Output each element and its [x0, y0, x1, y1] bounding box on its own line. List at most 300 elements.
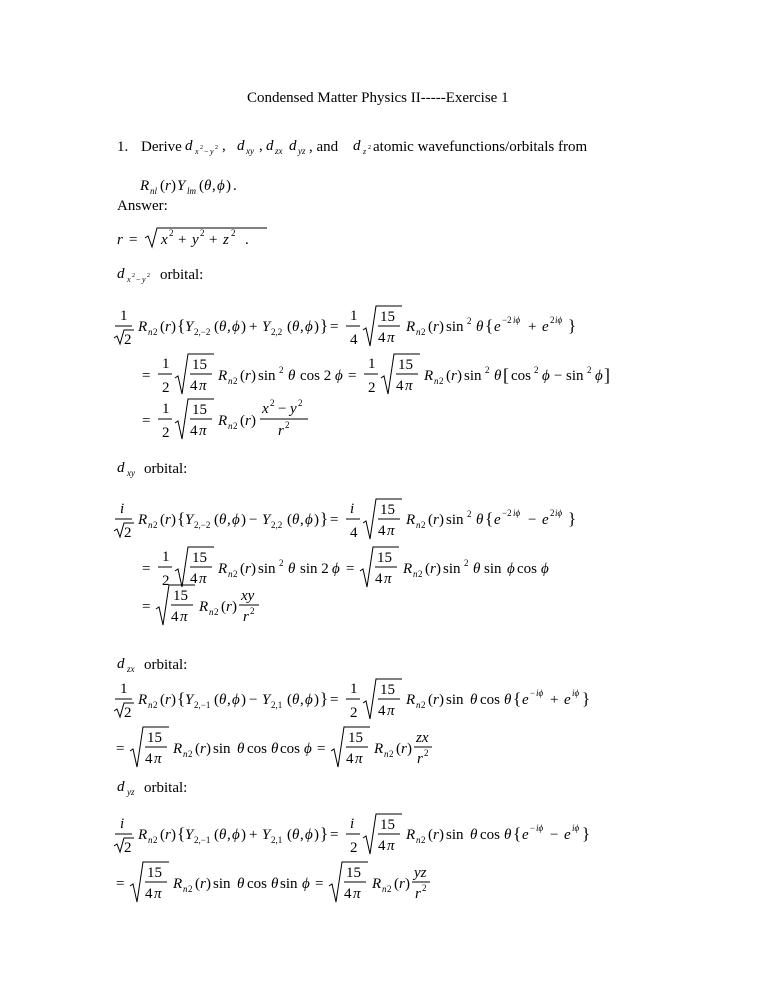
svg-text:(: (	[394, 876, 399, 892]
svg-text:r: r	[226, 599, 232, 615]
svg-text:r: r	[430, 561, 436, 577]
svg-text:ϕ: ϕ	[232, 692, 240, 708]
svg-text:(: (	[160, 319, 165, 335]
svg-text:ϕ: ϕ	[305, 827, 313, 843]
svg-text:): )	[251, 413, 256, 429]
svg-text:): )	[241, 512, 246, 528]
svg-text:): )	[439, 692, 444, 708]
svg-text:+: +	[528, 319, 537, 335]
svg-text:iϕ: iϕ	[572, 823, 580, 833]
svg-text:ϕ: ϕ	[541, 561, 549, 577]
svg-text:y: y	[210, 147, 214, 156]
svg-text:}: }	[320, 689, 329, 708]
svg-text:4: 4	[145, 751, 153, 767]
svg-text:Y: Y	[185, 692, 194, 708]
svg-text:2,1: 2,1	[271, 835, 283, 845]
svg-text:sin: sin	[446, 512, 464, 528]
svg-text:=: =	[142, 599, 151, 615]
svg-text:n: n	[434, 376, 439, 386]
svg-text:): )	[436, 561, 441, 577]
svg-text:2,1: 2,1	[271, 700, 283, 710]
svg-text:θ: θ	[504, 692, 512, 708]
svg-text:θ: θ	[288, 561, 296, 577]
svg-text:2: 2	[418, 569, 423, 579]
svg-text:sin: sin	[280, 876, 298, 892]
svg-text:θ: θ	[504, 827, 512, 843]
svg-text:(: (	[214, 512, 219, 528]
svg-text:=: =	[116, 876, 125, 892]
svg-text:2: 2	[424, 748, 429, 758]
svg-text:θ: θ	[219, 319, 227, 335]
svg-text:θ: θ	[237, 876, 245, 892]
svg-text:ϕ: ϕ	[335, 368, 343, 384]
svg-text:xy: xy	[127, 468, 135, 478]
svg-text:−2: −2	[502, 508, 512, 518]
svg-text:Y: Y	[185, 827, 194, 843]
svg-text:): )	[251, 368, 256, 384]
svg-text:2: 2	[162, 573, 170, 589]
svg-text:yz: yz	[127, 787, 135, 797]
svg-text:Y: Y	[185, 512, 194, 528]
dzx-orbital-label: orbital:	[144, 657, 188, 673]
svg-text:sin: sin	[446, 692, 464, 708]
svg-text:2: 2	[169, 228, 174, 238]
svg-text:r: r	[243, 609, 249, 625]
svg-text:r: r	[399, 876, 405, 892]
svg-text:iϕ: iϕ	[536, 823, 544, 833]
svg-text:1: 1	[120, 308, 128, 324]
svg-text:): )	[439, 319, 444, 335]
svg-text:4: 4	[344, 886, 352, 902]
dzx-equation-block	[110, 673, 670, 773]
svg-text:15: 15	[192, 550, 207, 566]
svg-text:1: 1	[368, 356, 376, 372]
svg-text:π: π	[154, 886, 162, 902]
svg-text:1: 1	[120, 681, 128, 697]
svg-text:(: (	[287, 827, 292, 843]
svg-text:zx: zx	[127, 664, 135, 674]
svg-text:r: r	[165, 692, 171, 708]
svg-text:d: d	[117, 779, 125, 795]
svg-text:}: }	[320, 824, 329, 843]
svg-text:): )	[314, 827, 319, 843]
svg-text:e: e	[494, 512, 501, 528]
svg-text:4: 4	[145, 886, 153, 902]
svg-text:n: n	[148, 327, 153, 337]
svg-text:y: y	[142, 275, 146, 284]
svg-text:r: r	[433, 319, 439, 335]
svg-text:iϕ: iϕ	[555, 508, 563, 518]
svg-text:): )	[241, 319, 246, 335]
svg-text:x: x	[195, 147, 199, 156]
svg-text:2: 2	[467, 316, 472, 326]
svg-text:): )	[232, 599, 237, 615]
svg-text:−: −	[136, 275, 141, 284]
svg-text:r: r	[401, 741, 407, 757]
page-title: Condensed Matter Physics II-----Exercise 1	[247, 90, 509, 106]
svg-text:=: =	[142, 561, 151, 577]
svg-text:θ: θ	[470, 827, 478, 843]
svg-text:R: R	[374, 741, 384, 757]
svg-text:n: n	[416, 327, 421, 337]
svg-text:cos: cos	[480, 692, 500, 708]
svg-text:15: 15	[192, 402, 207, 418]
svg-text:r: r	[165, 319, 171, 335]
svg-text:−: −	[530, 823, 536, 833]
svg-text:π: π	[384, 571, 392, 587]
svg-text:iϕ: iϕ	[572, 688, 580, 698]
svg-text:+: +	[178, 232, 187, 248]
svg-text:e: e	[542, 319, 549, 335]
svg-text:−: −	[249, 512, 258, 528]
svg-text:n: n	[416, 835, 421, 845]
svg-text:sin: sin	[213, 876, 231, 892]
svg-text:x: x	[161, 232, 168, 248]
svg-text:2: 2	[421, 700, 426, 710]
svg-text:4: 4	[190, 378, 198, 394]
svg-text:): )	[251, 561, 256, 577]
svg-text:(: (	[160, 692, 165, 708]
svg-text:+: +	[550, 692, 559, 708]
svg-text:r: r	[245, 561, 251, 577]
svg-text:}: }	[568, 509, 577, 528]
svg-text:}: }	[582, 689, 591, 708]
svg-text:sin: sin	[566, 368, 584, 384]
svg-text:n: n	[228, 569, 233, 579]
svg-text:θ: θ	[219, 827, 227, 843]
svg-text:2: 2	[422, 883, 427, 893]
svg-text:15: 15	[192, 357, 207, 373]
svg-text:R: R	[403, 561, 413, 577]
r-definition-equation	[117, 222, 287, 252]
svg-text:{: {	[177, 689, 186, 708]
svg-text:(: (	[214, 319, 219, 335]
svg-text:θ: θ	[219, 692, 227, 708]
svg-text:θ: θ	[219, 512, 227, 528]
svg-text:d: d	[117, 460, 125, 476]
svg-text:ϕ: ϕ	[232, 512, 240, 528]
svg-text:ϕ: ϕ	[305, 512, 313, 528]
svg-text:θ: θ	[237, 741, 245, 757]
svg-text:d: d	[185, 138, 193, 154]
svg-text:ϕ: ϕ	[305, 692, 313, 708]
svg-text:yz: yz	[414, 865, 427, 881]
svg-text:d: d	[117, 656, 125, 672]
svg-text:r: r	[451, 368, 457, 384]
svg-text:(: (	[287, 692, 292, 708]
svg-text:e: e	[522, 692, 529, 708]
svg-text:15: 15	[380, 502, 395, 518]
svg-text:R: R	[406, 319, 416, 335]
svg-text:2: 2	[153, 835, 158, 845]
svg-text:d: d	[237, 138, 245, 154]
svg-text:2: 2	[389, 749, 394, 759]
svg-text:2,−2: 2,−2	[194, 327, 211, 337]
svg-text:2: 2	[270, 398, 275, 408]
svg-text:θ: θ	[473, 561, 481, 577]
svg-text:2: 2	[124, 840, 132, 856]
svg-text:i: i	[350, 501, 355, 517]
svg-text:θ: θ	[292, 512, 300, 528]
svg-text:=: =	[330, 512, 339, 528]
svg-text:{: {	[485, 316, 494, 335]
svg-text:2,−1: 2,−1	[194, 835, 211, 845]
svg-text:4: 4	[378, 523, 386, 539]
svg-text:R: R	[424, 368, 434, 384]
svg-text:−2: −2	[502, 315, 512, 325]
svg-text:n: n	[413, 569, 418, 579]
svg-text:1: 1	[350, 681, 358, 697]
svg-text:r: r	[433, 512, 439, 528]
svg-text:15: 15	[380, 682, 395, 698]
svg-text:1: 1	[350, 308, 358, 324]
svg-text:4: 4	[171, 609, 179, 625]
svg-text:R: R	[173, 876, 183, 892]
svg-text:): )	[171, 512, 176, 528]
svg-text:=: =	[346, 561, 355, 577]
svg-text:4: 4	[378, 838, 386, 854]
svg-text:R: R	[218, 368, 228, 384]
svg-text:15: 15	[346, 865, 361, 881]
svg-text:R: R	[138, 512, 148, 528]
svg-text:sin: sin	[213, 741, 231, 757]
svg-text:{: {	[177, 316, 186, 335]
svg-text:ϕ: ϕ	[232, 827, 240, 843]
svg-text:4: 4	[350, 332, 358, 348]
svg-text:=: =	[142, 368, 151, 384]
svg-text:n: n	[228, 421, 233, 431]
svg-text:θ: θ	[494, 368, 502, 384]
svg-text:zx: zx	[416, 730, 429, 746]
svg-text:R: R	[138, 319, 148, 335]
svg-text:2: 2	[534, 365, 539, 375]
svg-text:−: −	[530, 688, 536, 698]
svg-text:θ: θ	[288, 368, 296, 384]
svg-text:e: e	[564, 692, 571, 708]
svg-text:): )	[241, 827, 246, 843]
svg-text:d: d	[353, 138, 361, 154]
svg-text:2: 2	[279, 365, 284, 375]
svg-text:yz: yz	[298, 146, 306, 156]
svg-text:4: 4	[396, 378, 404, 394]
svg-text:r: r	[245, 368, 251, 384]
svg-text:e: e	[564, 827, 571, 843]
svg-text:2: 2	[350, 840, 358, 856]
svg-text:sin: sin	[258, 561, 276, 577]
svg-text:sin: sin	[464, 368, 482, 384]
svg-text:4: 4	[375, 571, 383, 587]
svg-text:R: R	[138, 827, 148, 843]
svg-text:): )	[171, 319, 176, 335]
svg-text:4: 4	[190, 423, 198, 439]
svg-text:15: 15	[377, 550, 392, 566]
svg-text:4: 4	[378, 703, 386, 719]
svg-text:}: }	[320, 509, 329, 528]
svg-text:): )	[314, 692, 319, 708]
svg-text:{: {	[513, 824, 522, 843]
svg-text:(: (	[160, 827, 165, 843]
svg-text:4: 4	[346, 751, 354, 767]
svg-text:2: 2	[350, 705, 358, 721]
svg-text:,: ,	[222, 138, 226, 154]
svg-text:e: e	[542, 512, 549, 528]
svg-text:π: π	[180, 609, 188, 625]
svg-text:15: 15	[147, 730, 162, 746]
svg-text:2: 2	[279, 558, 284, 568]
svg-text:2: 2	[464, 558, 469, 568]
svg-text:−: −	[528, 512, 537, 528]
svg-text:2: 2	[124, 332, 132, 348]
svg-text:[: [	[503, 365, 509, 385]
svg-text:(: (	[240, 561, 245, 577]
svg-text:1: 1	[162, 401, 170, 417]
svg-text:zx: zx	[275, 146, 283, 156]
svg-text:2: 2	[387, 884, 392, 894]
svg-text:R: R	[218, 561, 228, 577]
svg-text:=: =	[330, 692, 339, 708]
svg-text:(: (	[396, 741, 401, 757]
svg-text:15: 15	[380, 817, 395, 833]
svg-text:2: 2	[233, 376, 238, 386]
svg-text:r: r	[200, 741, 206, 757]
svg-text:,: ,	[300, 827, 304, 843]
svg-text:θ: θ	[470, 692, 478, 708]
svg-text:2: 2	[231, 228, 236, 238]
svg-text:(: (	[428, 319, 433, 335]
svg-text:R: R	[199, 599, 209, 615]
svg-text:r: r	[245, 413, 251, 429]
svg-text:1: 1	[162, 356, 170, 372]
svg-text:(: (	[160, 512, 165, 528]
dyz-equation-block	[110, 808, 670, 908]
svg-text:,: ,	[300, 319, 304, 335]
svg-text:2: 2	[439, 376, 444, 386]
svg-text:=: =	[330, 827, 339, 843]
svg-text:(: (	[160, 178, 165, 194]
answer-label: Answer:	[117, 198, 168, 214]
dyz-orbital-label: orbital:	[144, 780, 188, 796]
svg-text:4: 4	[190, 571, 198, 587]
svg-text:nl: nl	[150, 186, 158, 196]
svg-text:r: r	[165, 178, 171, 194]
svg-text:): )	[171, 692, 176, 708]
problem-number: 1.	[117, 139, 129, 155]
svg-text:,: ,	[227, 827, 231, 843]
svg-text:θ: θ	[292, 827, 300, 843]
svg-text:(: (	[214, 692, 219, 708]
svg-text:i: i	[350, 816, 355, 832]
svg-text:(: (	[287, 512, 292, 528]
svg-text:15: 15	[173, 588, 188, 604]
svg-text:2: 2	[233, 421, 238, 431]
svg-text:r: r	[165, 827, 171, 843]
svg-text:R: R	[138, 692, 148, 708]
svg-text:(: (	[428, 512, 433, 528]
svg-text:1: 1	[162, 549, 170, 565]
svg-text:Y: Y	[262, 692, 271, 708]
svg-text:cos: cos	[280, 741, 300, 757]
svg-text:(: (	[195, 741, 200, 757]
svg-text:cos: cos	[511, 368, 531, 384]
svg-text:Y: Y	[262, 512, 271, 528]
svg-text:y: y	[290, 401, 297, 417]
svg-text:): )	[439, 512, 444, 528]
svg-text:15: 15	[398, 357, 413, 373]
svg-text:π: π	[199, 423, 207, 439]
svg-text:R: R	[218, 413, 228, 429]
svg-text:sin: sin	[443, 561, 461, 577]
svg-text:,: ,	[227, 692, 231, 708]
svg-text:n: n	[148, 520, 153, 530]
svg-text:ϕ: ϕ	[217, 178, 225, 194]
svg-text:π: π	[387, 703, 395, 719]
svg-text:cos: cos	[247, 741, 267, 757]
svg-text:sin 2: sin 2	[300, 561, 329, 577]
svg-text:2: 2	[153, 700, 158, 710]
svg-text:2,−1: 2,−1	[194, 700, 211, 710]
svg-text:xy: xy	[246, 146, 254, 156]
svg-text:cos: cos	[247, 876, 267, 892]
svg-text:(: (	[428, 827, 433, 843]
svg-text:sin: sin	[258, 368, 276, 384]
svg-text:): )	[457, 368, 462, 384]
svg-text:2: 2	[587, 365, 592, 375]
svg-text:(: (	[446, 368, 451, 384]
svg-text:,: ,	[259, 138, 263, 154]
svg-text:): )	[314, 319, 319, 335]
problem-derive-text: Derive	[141, 139, 182, 155]
svg-text:x: x	[127, 275, 131, 284]
svg-text:π: π	[405, 378, 413, 394]
svg-text:ϕ: ϕ	[304, 741, 312, 757]
svg-text:2: 2	[550, 508, 555, 518]
svg-text:2: 2	[467, 509, 472, 519]
svg-text:n: n	[384, 749, 389, 759]
svg-text:2: 2	[200, 145, 203, 151]
svg-text:2: 2	[485, 365, 490, 375]
svg-text:iϕ: iϕ	[555, 315, 563, 325]
svg-text:Y: Y	[262, 319, 271, 335]
svg-text:=: =	[142, 413, 151, 429]
svg-text:R: R	[140, 178, 150, 194]
svg-text:2: 2	[124, 525, 132, 541]
svg-text:,: ,	[300, 692, 304, 708]
svg-text:2: 2	[550, 315, 555, 325]
svg-text:+: +	[249, 827, 258, 843]
svg-text:2: 2	[368, 380, 376, 396]
svg-text:R: R	[406, 512, 416, 528]
problem-and-text: , and	[309, 139, 339, 155]
svg-text:π: π	[355, 751, 363, 767]
svg-text:R: R	[406, 692, 416, 708]
svg-text:): )	[226, 178, 231, 194]
svg-text:(: (	[428, 692, 433, 708]
svg-text:): )	[206, 741, 211, 757]
svg-text:2: 2	[200, 228, 205, 238]
svg-text:{: {	[177, 824, 186, 843]
svg-text:π: π	[154, 751, 162, 767]
svg-text:): )	[206, 876, 211, 892]
svg-text:π: π	[387, 523, 395, 539]
svg-text:2: 2	[368, 145, 371, 151]
svg-text:2: 2	[421, 835, 426, 845]
svg-text:4: 4	[350, 525, 358, 541]
svg-text:2: 2	[285, 420, 290, 430]
svg-text:2: 2	[421, 327, 426, 337]
svg-text:2: 2	[153, 327, 158, 337]
svg-text:θ: θ	[271, 741, 279, 757]
svg-text:Y: Y	[177, 178, 186, 194]
